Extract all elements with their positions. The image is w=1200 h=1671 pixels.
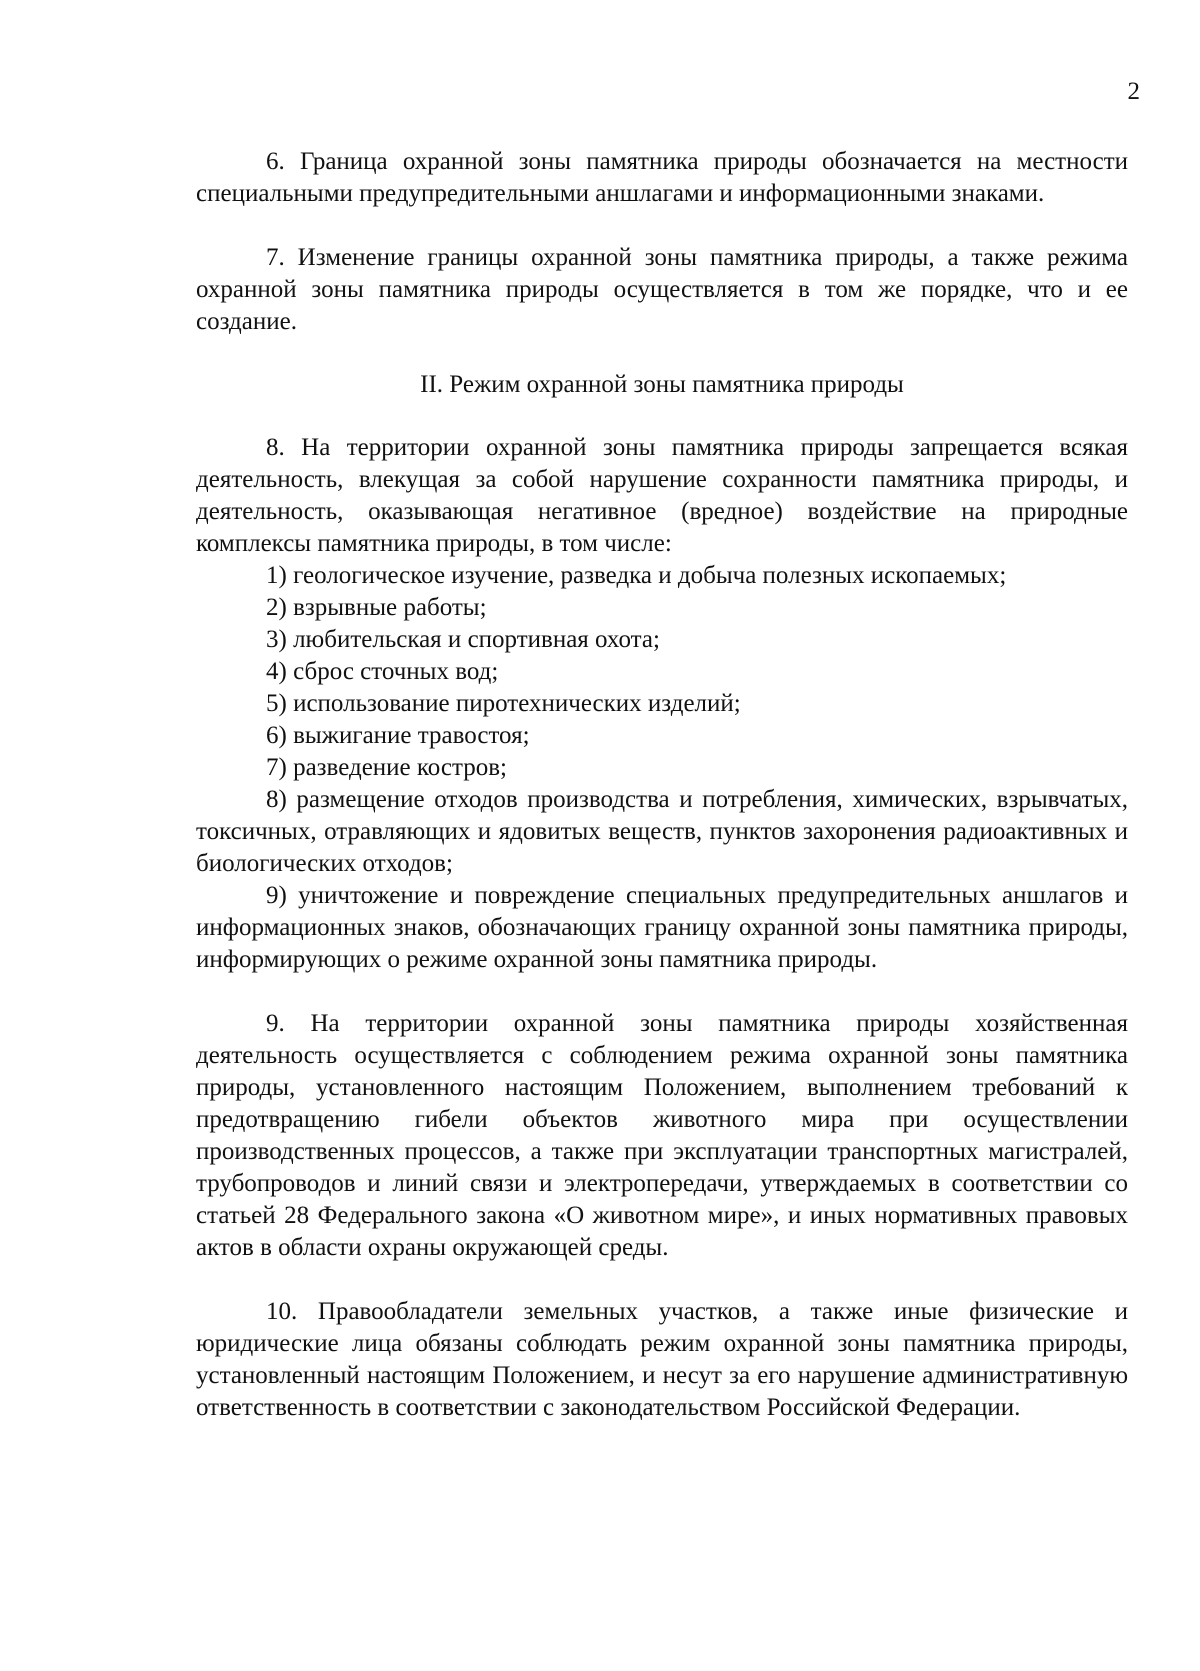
list-item: 2) взрывные работы; (266, 594, 487, 621)
list-item: 7) разведение костров; (266, 754, 507, 781)
list-item: 6) выжигание травостоя; (266, 722, 530, 749)
paragraph-9: 9. На территории охранной зоны памятника природы хозяйственная деятельность осуществляется с соблюдением режима охранной зоны памятника природы, установленного настоящим Положением, выполнением требований к предотвращению гибели объектов животного мира при осуществлении производственных процессов, а также при эксплуатации транспортных магистралей, трубопроводов и линий связи и электропередачи, утверждаемых в соответствии со статьей 28 Федерального закона «О животном мире», и иных нормативных правовых актов в области охраны окружающей среды. (196, 1010, 1128, 1261)
list-item: 4) сброс сточных вод; (266, 658, 499, 685)
list-item: 5) использование пиротехнических изделий; (266, 690, 741, 717)
paragraph-6: 6. Граница охранной зоны памятника природы обозначается на местности специальными предупредительными аншлагами и информационными знаками. (196, 148, 1128, 207)
paragraph-7: 7. Изменение границы охранной зоны памятника природы, а также режима охранной зоны памятника природы осуществляется в том же порядке, что и ее создание. (196, 244, 1128, 335)
list-item: 3) любительская и спортивная охота; (266, 626, 660, 653)
paragraph-10: 10. Правообладатели земельных участков, а также иные физические и юридические лица обязаны соблюдать режим охранной зоны памятника природы, установленный настоящим Положением, и несут за его нарушение административную ответственность в соответствии с законодательством Российской Федерации. (196, 1298, 1128, 1421)
list-item: 8) размещение отходов производства и потребления, химических, взрывчатых, токсичных, отравляющих и ядовитых веществ, пунктов захоронения радиоактивных и биологических отходов; (196, 786, 1128, 877)
page-number: 2 (1127, 78, 1140, 105)
list-item: 1) геологическое изучение, разведка и добыча полезных ископаемых; (266, 562, 1007, 589)
section-heading: II. Режим охранной зоны памятника природы (420, 371, 904, 398)
paragraph-8-intro: 8. На территории охранной зоны памятника природы запрещается всякая деятельность, влекущая за собой нарушение сохранности памятника природы, и деятельность, оказывающая негативное (вредное) воздействие на природные комплексы памятника природы, в том числе: (196, 434, 1128, 557)
list-item: 9) уничтожение и повреждение специальных предупредительных аншлагов и информационных знаков, обозначающих границу охранной зоны памятника природы, информирующих о режиме охранной зоны памятника природы. (196, 882, 1128, 973)
document-body (196, 146, 1128, 1424)
